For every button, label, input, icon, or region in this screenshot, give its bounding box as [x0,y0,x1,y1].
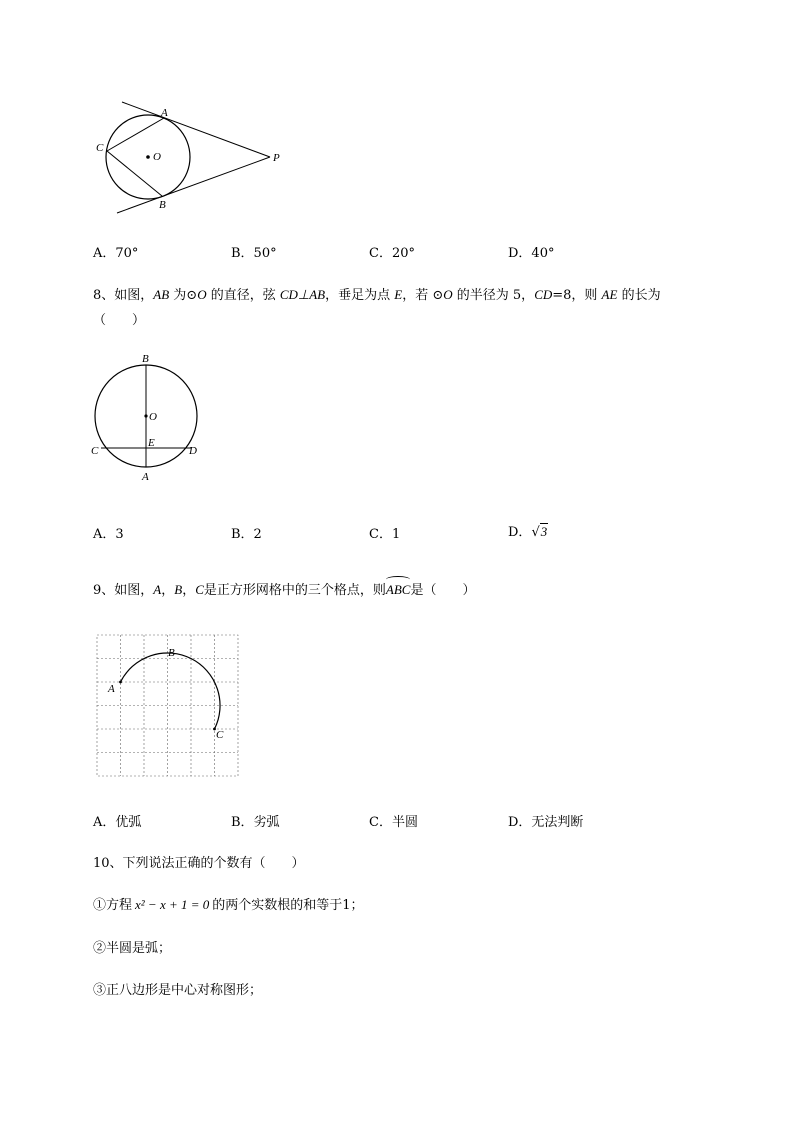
label-d: D [189,445,197,457]
q7-option-c: C．20° [369,246,415,261]
q9-option-b: B．劣弧 [231,815,280,830]
tangent-line-b [117,157,270,213]
label-b: B [142,353,149,365]
q9-option-a: A．优弧 [93,815,142,830]
q10-title: 10、下列说法正确的个数有（ ） [93,856,305,871]
equation: x² − x + 1 = 0 [135,897,210,912]
sqrt-sign: √ [531,525,540,540]
q9-option-c: C．半圆 [369,815,418,830]
arc-abc [121,653,221,729]
q8-option-a: A．3 [93,527,124,542]
point-a [119,681,122,684]
label-p: P [273,152,280,164]
label-a: A [108,683,115,695]
label-b: B [159,199,166,211]
q10-statement-1: ①方程 x² − x + 1 = 0 的两个实数根的和等于1； [93,897,364,913]
figure-q8-circle-diameter [85,350,215,490]
label-c: C [91,445,99,457]
label-a: A [142,471,149,483]
q10-statement-3: ③正八边形是中心对称图形； [93,983,263,998]
q7-option-b: B．50° [231,246,277,261]
label-o: O [153,151,161,163]
figure-q7-circle-tangents [90,95,290,225]
q7-option-a: A．70° [93,246,139,261]
q8-option-c: C．1 [369,527,401,542]
chord-ca [107,118,164,151]
q8-stem: 8、如图，AB 为⊙O 的直径，弦 CD⊥AB，垂足为点 E，若 ⊙O 的半径为 5，CD=8，则 AE 的长为 [93,287,661,303]
q9-stem: 9、如图，A，B，C是正方形网格中的三个格点，则 ABC是（ ） [93,579,475,598]
label-c: C [96,142,104,154]
arc-notation: ABC [386,582,411,598]
q8-option-d: D．√3 [508,524,548,540]
label-b: B [168,647,175,659]
q9-option-d: D．无法判断 [508,815,584,830]
label-a: A [161,107,168,119]
center-dot-o [146,155,150,159]
label-o: O [149,411,157,423]
center-dot-o [144,414,147,417]
q8-option-b: B．2 [231,527,262,542]
q10-statement-2: ②半圆是弧； [93,941,172,956]
label-c: C [216,729,224,741]
figure-q9-grid-arc [92,630,247,785]
q7-option-d: D．40° [508,246,555,261]
q8-answer-bracket: （ ） [93,313,146,328]
sqrt-radicand: 3 [540,524,548,539]
label-e: E [148,437,155,449]
